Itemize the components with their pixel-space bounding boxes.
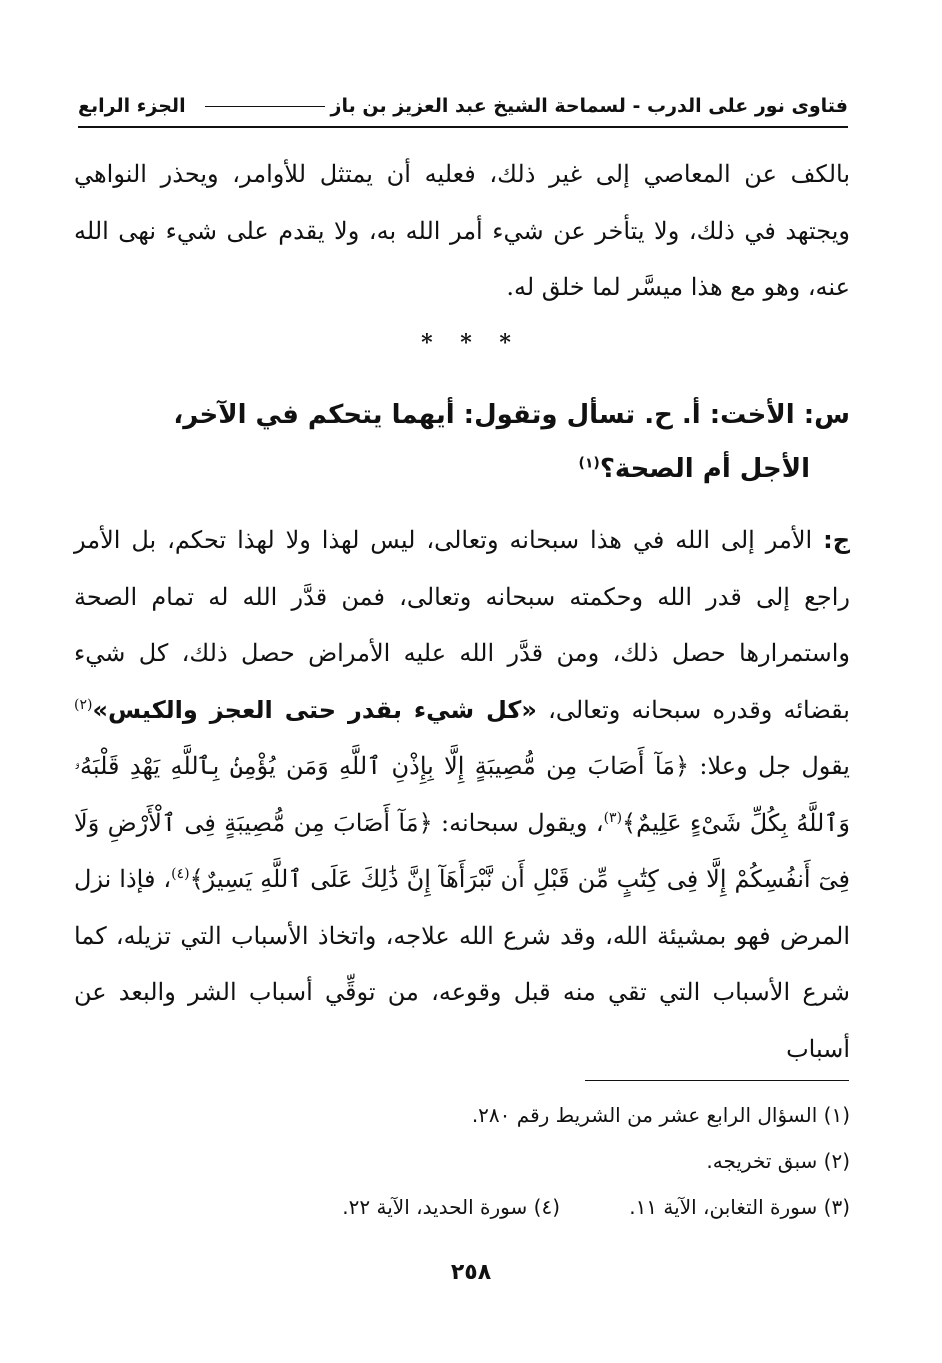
footnote-2: (٢) سبق تخريجه.: [706, 1149, 850, 1173]
footnotes: [74, 1092, 850, 1230]
question-label: س:: [803, 400, 850, 430]
question: [74, 388, 850, 496]
running-header: [78, 88, 848, 124]
footnote-3: (٣) سورة التغابن، الآية ١١.: [629, 1195, 850, 1219]
question-continuation: [74, 442, 850, 496]
answer-sentence-4: ، فإذا نزل المرض فهو بمشيئة الله، وقد شرع الله علاجه، واتخاذ الأسباب التي تزيله، كما شرع الأسباب التي تقي منه قبل وقوعه، من توقِّي أسباب الشر والبعد عن أسباب: [74, 865, 850, 1063]
header-divider: [78, 126, 848, 128]
series-title: [205, 95, 848, 117]
quran-verse-2: ﴿مَآ أَصَابَ مِن مُّصِيبَةٍ فِى ٱلْأَرْضِ وَلَا فِىٓ أَنفُسِكُمْ إِلَّا فِى كِتَٰبٍ مِّن قَبْلِ أَن نَّبْرَأَهَآ إِنَّ ذَٰلِكَ عَلَى ٱللَّهِ يَسِيرٌ﴾: [74, 808, 850, 893]
answer-sentence-3: ، ويقول سبحانه:: [441, 808, 604, 837]
answer-sentence-1: الأمر إلى الله في هذا سبحانه وتعالى، ليس لهذا ولا لهذا تحكم، بل الأمر راجع إلى قدر الله وحكمته سبحانه وتعالى، فمن قدَّر الله له تمام الصحة واستمرارها حصل ذلك، ومن قدَّر الله عليه الأمراض حصل ذلك، كل شيء بقضائه وقدره سبحانه وتعالى،: [74, 526, 850, 724]
footnote-4: (٤) سورة الحديد، الآية ٢٢.: [342, 1195, 560, 1219]
quran-verse-1: ﴿مَآ أَصَابَ مِن مُّصِيبَةٍ إِلَّا بِإِذْنِ ٱللَّهِ وَمَن يُؤْمِنۢ بِٱللَّهِ يَهْدِ قَلْبَهُۥ وَٱللَّهُ بِكُلِّ شَىْءٍ عَلِيمٌ﴾: [74, 752, 850, 837]
question-text: الأخت: أ. ح. تسأل وتقول: أيهما يتحكم في الآخر،: [173, 400, 795, 430]
footnote-1: (١) السؤال الرابع عشر من الشريط رقم ٢٨٠.: [471, 1103, 850, 1127]
answer-sentence-2: يقول جل وعلا:: [699, 752, 850, 780]
footnote-row: [74, 1184, 850, 1230]
header-rule: [205, 106, 325, 107]
answer-paragraph: [74, 512, 850, 1077]
page-number: ٢٥٨: [450, 1260, 492, 1285]
series-title-text: فتاوى نور على الدرب - لسماحة الشيخ عبد العزيز بن باز: [330, 95, 848, 117]
footnote-divider: [585, 1080, 849, 1081]
hadith-quote: «كل شيء بقدر حتى العجز والكيس»: [92, 695, 537, 724]
section-separator: * * *: [421, 330, 521, 356]
question-cont-text: الأجل أم الصحة؟: [599, 454, 810, 484]
footnote-ref-4: (٤): [171, 866, 190, 882]
part-label: الجزء الرابع: [78, 95, 186, 117]
answer-label: ج:: [823, 526, 850, 554]
footnote-ref-3: (٣): [603, 809, 623, 826]
footnote-ref-1: (١): [578, 455, 600, 472]
footnote-ref-2: (٢): [74, 696, 93, 713]
paragraph-1: بالكف عن المعاصي إلى غير ذلك، فعليه أن يمتثل للأوامر، ويحذر النواهي ويجتهد في ذلك، ولا يتأخر عن شيء أمر الله به، ولا يقدم على شيء نهى الله عنه، وهو مع هذا ميسَّر لما خلق له.: [74, 160, 850, 301]
